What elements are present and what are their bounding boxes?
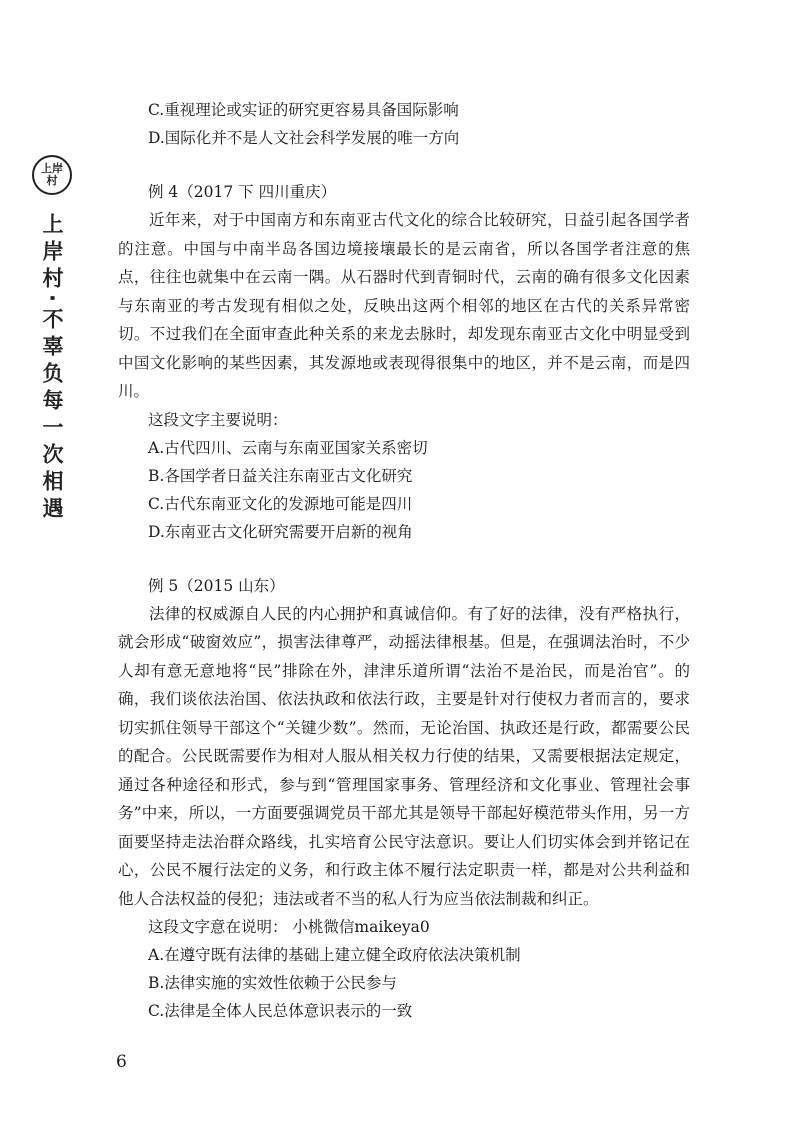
seal-line-2: 村 <box>46 174 58 187</box>
page-content <box>118 96 690 1025</box>
example5-question: 这段文字意在说明： 小桃微信maikeya0 <box>148 918 430 936</box>
sidebar <box>30 155 74 524</box>
example5-option-a: A.在遵守既有法律的基础上建立健全政府依法决策机制 <box>148 946 521 964</box>
example4-option-a: A.古代四川、云南与东南亚国家关系密切 <box>148 438 428 457</box>
example4-option-d: D.东南亚古文化研究需要开启新的视角 <box>148 522 413 541</box>
prev-option-c: C.重视理论或实证的研究更容易具备国际影响 <box>148 101 459 119</box>
example5-heading: 例 5（2015 山东） <box>148 576 285 595</box>
example4-heading: 例 4（2017 下 四川重庆） <box>148 183 337 201</box>
page-number: 6 <box>116 1052 127 1072</box>
example4-passage: 近年来，对于中国南方和东南亚古代文化的综合比较研究，日益引起各国学者的注意。中国与中南半岛各国边境接壤最长的是云南省，所以各国学者注意的焦点，往往也就集中在云南一隅。从石器时代到青铜时代，云南的确有很多文化因素与东南亚的考古发现有相似之处，反映出这两个相邻的地区在古代的关系异常密切。不过我们在全面审查此种关系的来龙去脉时，却发现东南亚古文化中明显受到中国文化影响的某些因素，其发源地或表现得很集中的地区，并不是云南，而是四川。 <box>118 211 690 400</box>
example4-question: 这段文字主要说明： <box>148 410 288 429</box>
brand-seal-logo <box>32 155 72 195</box>
example5-passage: 法律的权威源自人民的内心拥护和真诚信仰。有了好的法律，没有严格执行，就会形成“破窗效应”，损害法律尊严，动摇法律根基。但是，在强调法治时，不少人却有意无意地将“民”排除在外，津津乐道所谓“法治不是治民，而是治官”。的确，我们谈依法治国、依法执政和依法行政，主要是针对行使权力者而言的，要求切实抓住领导干部这个“关键少数”。然而，无论治国、执政还是行政，都需要公民的配合。公民既需要作为相对人服从相关权力行使的结果，又需要根据法定规定，通过各种途径和形式，参与到“管理国家事务、管理经济和文化事业、管理社会事务”中来，所以，一方面要强调党员干部尤其是领导干部起好模范带头作用，另一方面要坚持走法治群众路线，扎实培育公民守法意识。要让人们切实体会到并铭记在心，公民不履行法定的义务，和行政主体不履行法定职责一样，都是对公共利益和他人合法权益的侵犯；违法或者不当的私人行为应当依法制裁和纠正。 <box>118 604 690 908</box>
brand-slogan: 上岸村·不辜负每一次相遇 <box>40 213 64 524</box>
example5-option-c: C.法律是全体人民总体意识表示的一致 <box>148 1002 413 1020</box>
seal-line-1: 上岸 <box>41 162 63 175</box>
example5-option-b: B.法律实施的实效性依赖于公民参与 <box>148 974 397 992</box>
example4-option-b: B.各国学者日益关注东南亚古文化研究 <box>148 466 413 485</box>
prev-option-d: D.国际化并不是人文社会科学发展的唯一方向 <box>148 129 460 147</box>
example4-option-c: C.古代东南亚文化的发源地可能是四川 <box>148 494 413 513</box>
